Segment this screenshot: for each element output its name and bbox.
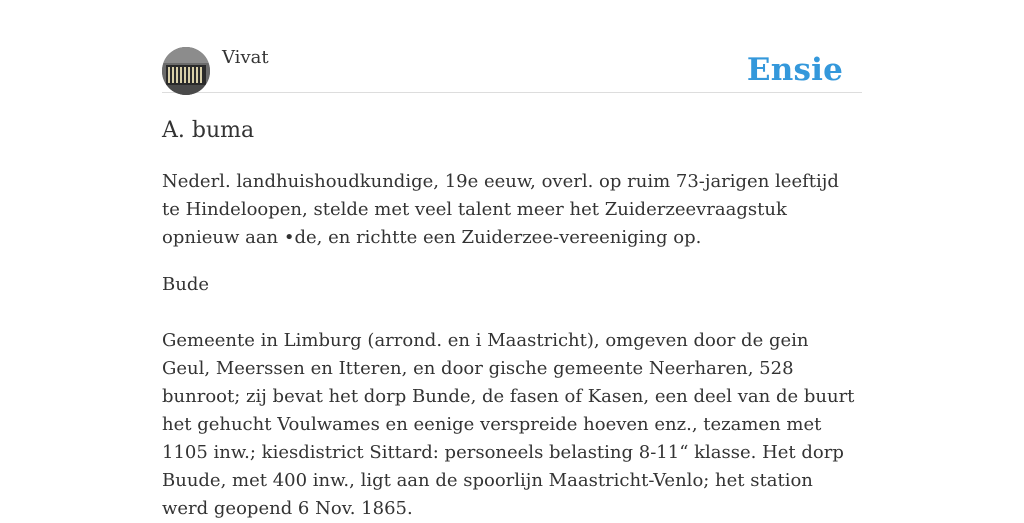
article-content [162,168,862,523]
article-paragraph: Gemeente in Limburg (arrond. en i Maastricht), omgeven door de gein Geul, Meerssen en Itteren, en door gische gemeente Neerharen, 528 bunroot; zij bevat het dorp Bunde, de fasen of Kasen, een deel van de buurt het gehucht Voulwames en eenige verspreide hoeven enz., tezamen met 1105 inw.; kiesdistrict Sittard: personeels belasting 8-11“ klasse. Het dorp Buude, met 400 inw., ligt aan de spoorlijn Maastricht-Venlo; het station werd geopend 6 Nov. 1865. [162,330,855,519]
page-title: A. buma [162,118,255,143]
article-paragraph: Nederl. landhuishoudkundige, 19e eeuw, overl. op ruim 73-jarigen leeftijd te Hindeloopen, stelde met veel talent meer het Zuiderzeevraagstuk opnieuw aan •de, en richtte een Zuiderzee-vereeniging op. [162,171,839,248]
site-header [162,46,862,93]
brand-logo[interactable]: Ensie [746,52,843,88]
avatar-image-icon [162,47,210,95]
author-avatar[interactable] [162,47,210,95]
article-paragraph: Bude [162,274,209,295]
author-name[interactable]: Vivat [222,47,269,68]
